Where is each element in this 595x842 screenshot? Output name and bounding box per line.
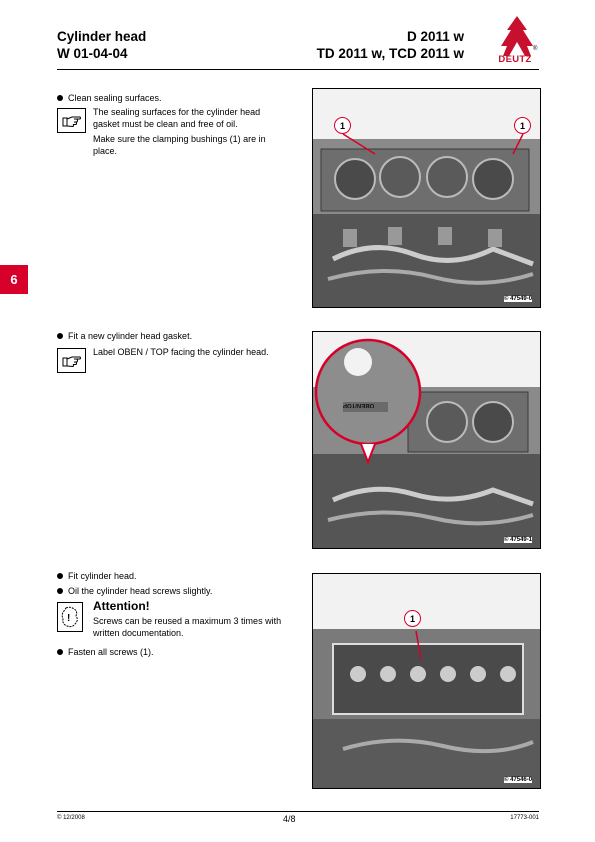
- page-number: 4/8: [283, 814, 296, 824]
- note-clamping-bushings: Make sure the clamping bushings (1) are in place.: [93, 134, 266, 156]
- callout-marker-1-right: 1: [514, 117, 531, 134]
- header-rule: [57, 69, 539, 70]
- doc-number: 17773-001: [510, 815, 539, 821]
- callout-marker-1: 1: [404, 610, 421, 627]
- footer-rule: [57, 811, 539, 812]
- attention-icon: [60, 605, 80, 629]
- gasket-photo: [313, 332, 540, 548]
- photo-cylinder-head: [312, 573, 541, 789]
- gasket-label-print: OBEN/TOP: [343, 402, 375, 408]
- figure-caption: © 47549-0: [504, 296, 533, 302]
- chapter-tab[interactable]: [0, 265, 28, 294]
- attention-icon-box: [57, 602, 83, 632]
- pointing-hand-icon: [62, 354, 82, 368]
- step-fasten-screws: Fasten all screws (1).: [57, 646, 154, 658]
- svg-text:!: !: [67, 613, 71, 624]
- registered-mark: ®: [533, 46, 538, 52]
- note-icon-box: [57, 348, 86, 373]
- note-label-orientation: Label OBEN / TOP facing the cylinder head.: [93, 347, 269, 357]
- step-oil-screws: Oil the cylinder head screws slightly.: [57, 585, 212, 597]
- pointing-hand-icon: [62, 114, 82, 128]
- brand-wordmark: DEUTZ: [498, 54, 532, 65]
- chapter-tab-label: 6: [10, 272, 18, 287]
- note-sealing-clean: The sealing surfaces for the cylinder head gasket must be clean and free of oil.: [93, 107, 261, 129]
- photo-gasket: [312, 331, 541, 549]
- attention-title: Attention!: [93, 599, 150, 613]
- cylinder-head-photo: [313, 574, 540, 788]
- step-fit-gasket: Fit a new cylinder head gasket.: [57, 330, 192, 342]
- callout-marker-1-left: 1: [334, 117, 351, 134]
- figure-caption: © 47549-1: [504, 537, 533, 543]
- engine-variants: TD 2011 w, TCD 2011 w: [316, 46, 464, 61]
- figure-caption: © 47546-0: [504, 777, 533, 783]
- note-icon-box: [57, 108, 86, 133]
- step-clean-surfaces: Clean sealing surfaces.: [57, 92, 162, 104]
- footer-date: © 12/2008: [57, 815, 85, 821]
- step-fit-cylinder-head: Fit cylinder head.: [57, 570, 137, 582]
- doc-title: Cylinder head: [57, 29, 147, 44]
- doc-code: W 01-04-04: [57, 46, 128, 61]
- engine-model: D 2011 w: [406, 29, 464, 44]
- attention-text: Screws can be reused a maximum 3 times with written documentation.: [93, 616, 282, 638]
